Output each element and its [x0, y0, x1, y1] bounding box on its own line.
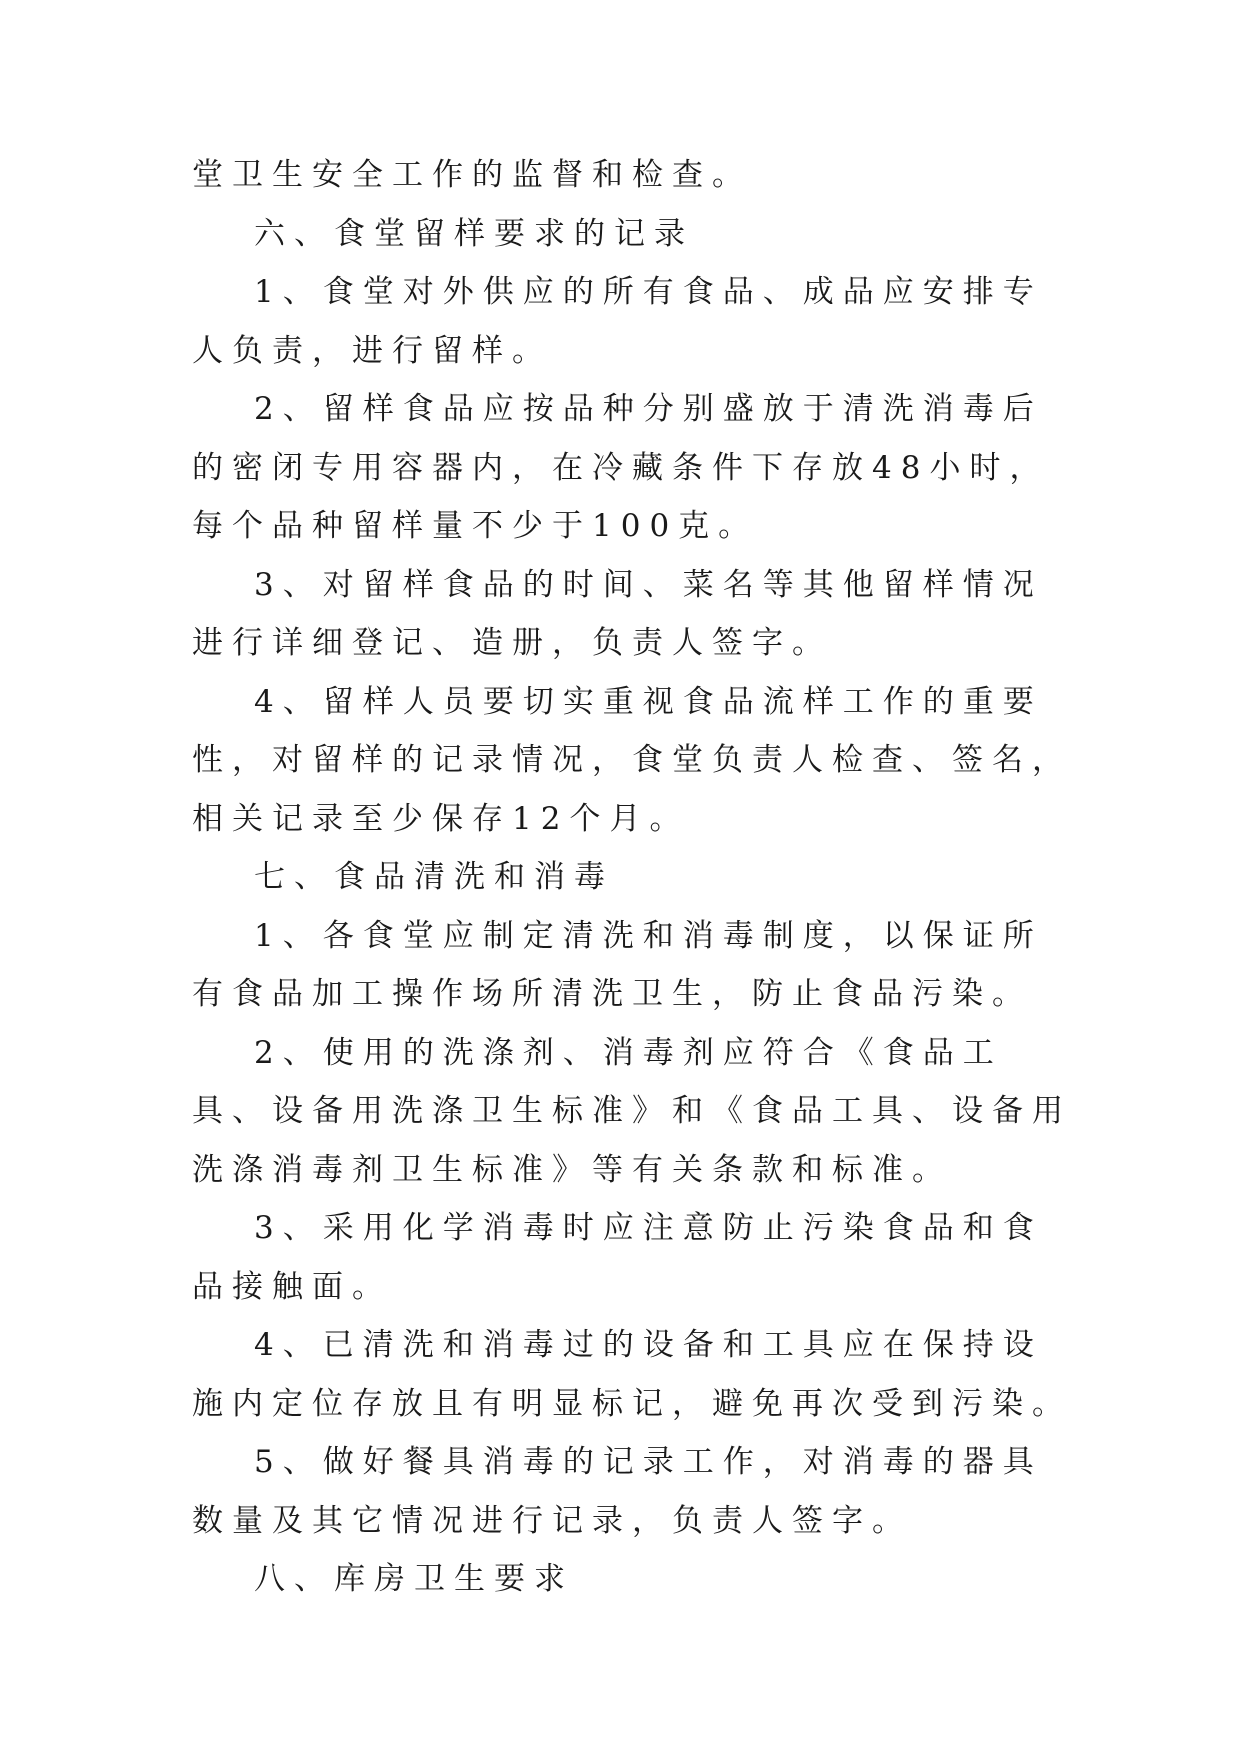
paragraph: 1、各食堂应制定清洗和消毒制度，以保证所有食品加工操作场所清洗卫生，防止食品污染。	[192, 917, 1043, 1012]
paragraph: 3、对留样食品的时间、菜名等其他留样情况进行详细登记、造册，负责人签字。	[192, 566, 1043, 661]
section-heading-eight: 八、库房卫生要求	[254, 1561, 574, 1597]
paragraph: 4、已清洗和消毒过的设备和工具应在保持设施内定位存放且有明显标记，避免再次受到污染。	[192, 1327, 1072, 1422]
paragraph: 2、使用的洗涤剂、消毒剂应符合《食品工具、设备用洗涤卫生标准》和《食品工具、设备用洗涤消毒剂卫生标准》等有关条款和标准。	[192, 1034, 1072, 1188]
paragraph: 2、留样食品应按品种分别盛放于清洗消毒后的密闭专用容器内，在冷藏条件下存放48小时，每个品种留样量不少于100克。	[192, 391, 1050, 544]
document-body	[192, 146, 1072, 1609]
paragraph: 4、留样人员要切实重视食品流样工作的重要性，对留样的记录情况，食堂负责人检查、签名，相关记录至少保存12个月。	[192, 683, 1072, 837]
paragraph-continuation: 堂卫生安全工作的监督和检查。	[192, 157, 752, 193]
section-heading-seven: 七、食品清洗和消毒	[254, 859, 614, 895]
paragraph: 3、采用化学消毒时应注意防止污染食品和食品接触面。	[192, 1210, 1043, 1305]
section-heading-six: 六、食堂留样要求的记录	[254, 215, 694, 252]
paragraph: 5、做好餐具消毒的记录工作，对消毒的器具数量及其它情况进行记录，负责人签字。	[192, 1444, 1043, 1539]
paragraph: 1、食堂对外供应的所有食品、成品应安排专人负责，进行留样。	[192, 274, 1043, 369]
